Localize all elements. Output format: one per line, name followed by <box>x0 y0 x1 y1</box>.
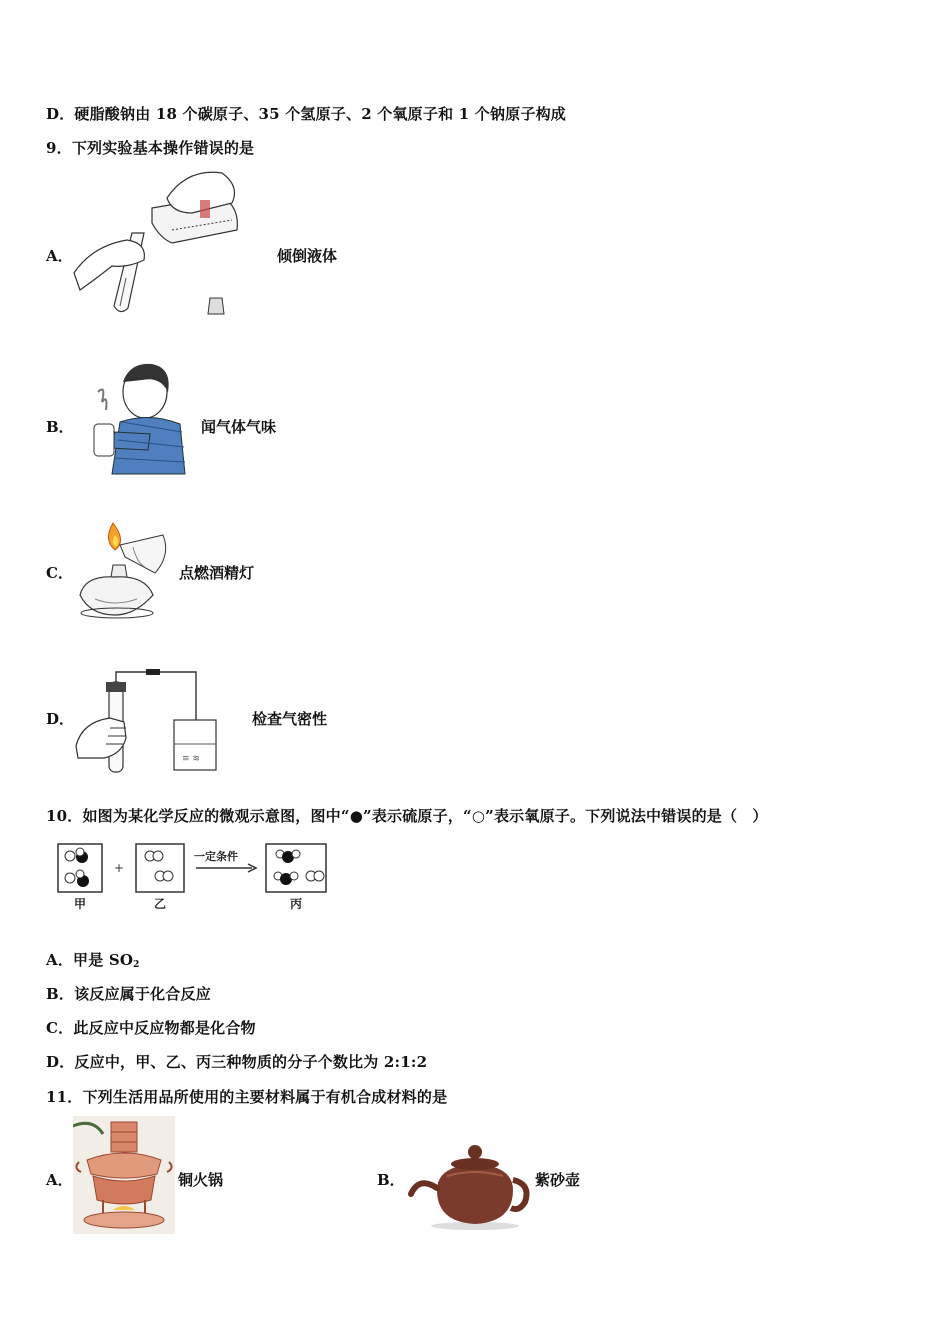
q10-option-a-subscript: 2 <box>133 960 140 970</box>
q10-option-b <box>46 983 211 1004</box>
q10-stem: 10．如图为某化学反应的微观示意图，图中“●”表示硫原子，“○”表示氧原子。下列说法中错误的是（ ） <box>46 807 768 825</box>
reaction-micro-diagram <box>56 840 336 912</box>
svg-text:≡ ≋: ≡ ≋ <box>182 754 200 764</box>
label-jia: 甲 <box>74 897 87 911</box>
checking-airtightness-illustration <box>74 666 224 776</box>
q10-option-d-letter: D． <box>46 1053 75 1071</box>
smelling-gas-illustration <box>90 362 190 477</box>
q10-option-c-text: 此反应中反应物都是化合物 <box>73 1019 256 1037</box>
q10-option-c <box>46 1017 256 1038</box>
q11-stem: 11．下列生活用品所使用的主要材料属于有机合成材料的是 <box>46 1088 448 1106</box>
q11-option-a-letter: A． <box>46 1171 73 1189</box>
q9-option-b-letter: B． <box>46 418 74 436</box>
q9-option-d-caption: 检查气密性 <box>252 710 328 728</box>
lighting-alcohol-lamp-illustration <box>75 515 175 620</box>
q9-option-c-caption: 点燃酒精灯 <box>179 564 255 582</box>
q10-option-c-letter: C． <box>46 1019 74 1037</box>
q10-option-a-text: 甲是 SO <box>73 951 134 969</box>
label-yi: 乙 <box>154 897 167 911</box>
q11-option-b-caption: 紫砂壶 <box>535 1171 581 1189</box>
q9-option-a-letter: A． <box>46 247 73 265</box>
purple-clay-teapot-photo <box>407 1140 532 1232</box>
label-bing: 丙 <box>290 897 303 911</box>
q11-option-a-caption: 铜火锅 <box>178 1171 224 1189</box>
q11-option-b-letter: B． <box>377 1171 405 1189</box>
reaction-condition: 一定条件 <box>194 850 238 863</box>
q10-option-d-text: 反应中，甲、乙、丙三种物质的分子个数比为 2:1:2 <box>74 1053 428 1071</box>
q9-stem: 9．下列实验基本操作错误的是 <box>46 139 255 157</box>
q9-option-b-caption: 闻气体气味 <box>201 418 277 436</box>
q10-option-b-letter: B． <box>46 985 75 1003</box>
q9-option-c-letter: C． <box>46 564 73 582</box>
pouring-liquid-illustration <box>72 168 247 318</box>
q10-option-b-text: 该反应属于化合反应 <box>74 985 211 1003</box>
q10-option-a-letter: A． <box>46 951 74 969</box>
plus-sign: + <box>114 861 125 875</box>
q10-option-a <box>46 949 140 970</box>
q9-option-a-caption: 倾倒液体 <box>277 247 338 265</box>
q10-option-d <box>46 1051 427 1072</box>
copper-hotpot-photo <box>73 1116 175 1234</box>
q9-option-d-letter: D． <box>46 710 75 728</box>
q8-option-d: D．硬脂酸钠由 18 个碳原子、35 个氢原子、2 个氧原子和 1 个钠原子构成 <box>46 105 566 123</box>
